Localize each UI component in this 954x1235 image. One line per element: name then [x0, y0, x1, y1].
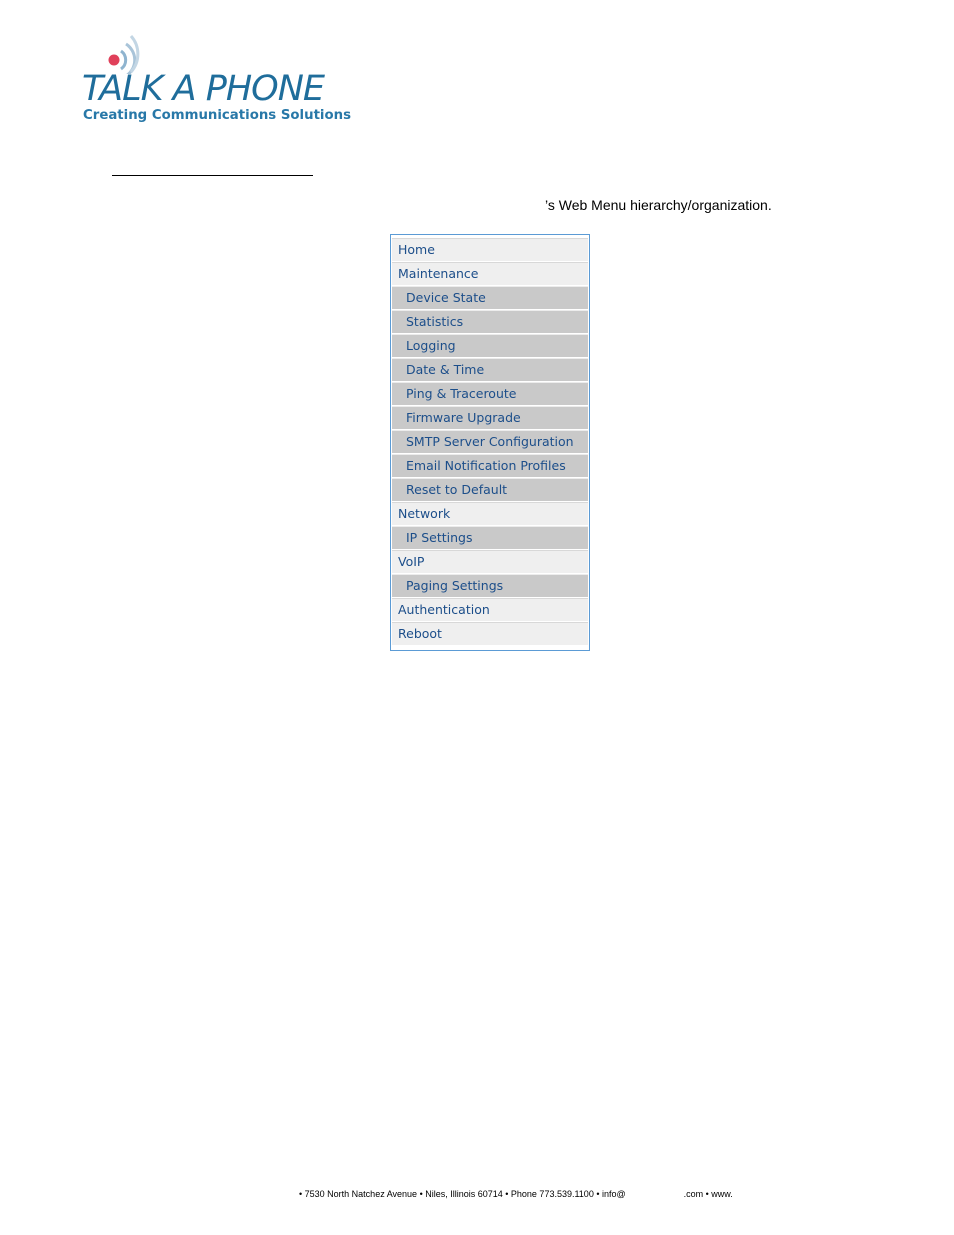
- signal-waves-icon: [104, 30, 154, 74]
- menu-item-authentication[interactable]: Authentication: [392, 598, 588, 621]
- menu-item-maintenance[interactable]: Maintenance: [392, 262, 588, 285]
- footer-web: .com • www.: [683, 1189, 733, 1199]
- logo-tagline: Creating Communications Solutions: [83, 108, 352, 123]
- menu-item-paging-settings[interactable]: Paging Settings: [392, 574, 588, 597]
- intro-text: ’s Web Menu hierarchy/organization.: [545, 197, 772, 213]
- menu-item-smtp-server-configuration[interactable]: SMTP Server Configuration: [392, 430, 588, 453]
- menu-item-home[interactable]: Home: [392, 238, 588, 261]
- logo-title: TALK A PHONE: [82, 69, 325, 109]
- menu-item-logging[interactable]: Logging: [392, 334, 588, 357]
- menu-item-voip[interactable]: VoIP: [392, 550, 588, 573]
- menu-item-ping-and-traceroute[interactable]: Ping & Traceroute: [392, 382, 588, 405]
- menu-item-statistics[interactable]: Statistics: [392, 310, 588, 333]
- menu-item-email-notification-profiles[interactable]: Email Notification Profiles: [392, 454, 588, 477]
- section-heading-underline: [112, 175, 313, 176]
- menu-item-reboot[interactable]: Reboot: [392, 622, 588, 645]
- menu-item-network[interactable]: Network: [392, 502, 588, 525]
- web-menu-panel: [390, 234, 590, 651]
- menu-item-ip-settings[interactable]: IP Settings: [392, 526, 588, 549]
- menu-item-device-state[interactable]: Device State: [392, 286, 588, 309]
- footer-address: • 7530 North Natchez Avenue • Niles, Illinois 60714 • Phone 773.539.1100 • info@: [299, 1189, 626, 1199]
- page-footer: [299, 1189, 733, 1199]
- menu-item-date-and-time[interactable]: Date & Time: [392, 358, 588, 381]
- company-logo: [78, 30, 358, 130]
- menu-item-reset-to-default[interactable]: Reset to Default: [392, 478, 588, 501]
- menu-item-firmware-upgrade[interactable]: Firmware Upgrade: [392, 406, 588, 429]
